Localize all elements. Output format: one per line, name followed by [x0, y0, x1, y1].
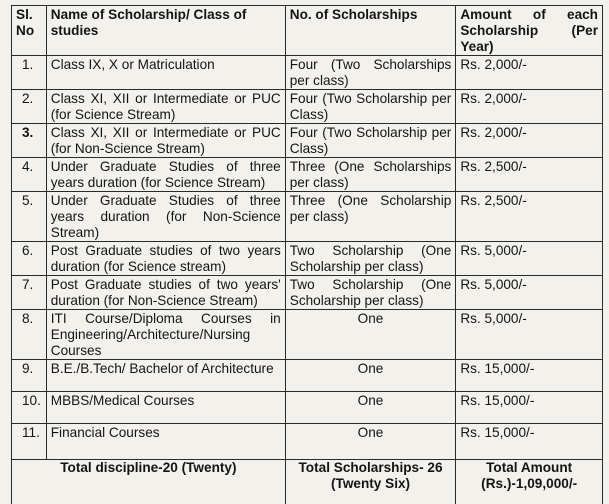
row-number: One: [285, 310, 456, 360]
row-number: Four (Two Scholarship per Class): [285, 124, 456, 158]
table-row: [12, 124, 603, 158]
table-row: [12, 158, 603, 192]
row-number: One: [285, 424, 456, 460]
row-sl: 4.: [12, 158, 47, 192]
table-row: [12, 424, 603, 460]
row-name: MBBS/Medical Courses: [46, 392, 285, 424]
header-name: Name of Scholarship/ Class of studies: [46, 6, 285, 56]
table-row: [12, 242, 603, 276]
row-name: Class XI, XII or Intermediate or PUC (for Non-Science Stream): [46, 124, 285, 158]
row-amount: Rs. 15,000/-: [456, 360, 603, 392]
row-number: One: [285, 360, 456, 392]
row-number: Four (Two Scholarship per Class): [285, 90, 456, 124]
totals-row: [12, 460, 603, 504]
total-scholarships: Total Scholarships- 26 (Twenty Six): [285, 460, 456, 504]
row-sl: 2.: [12, 90, 47, 124]
row-amount: Rs. 5,000/-: [456, 242, 603, 276]
row-name: Financial Courses: [46, 424, 285, 460]
row-amount: Rs. 2,500/-: [456, 158, 603, 192]
row-sl: 8.: [12, 310, 47, 360]
row-number: Two Scholarship (One Scholarship per class): [285, 276, 456, 310]
header-sl-no: Sl. No: [12, 6, 47, 56]
row-sl: 10.: [12, 392, 47, 424]
row-number: Two Scholarship (One Scholarship per class): [285, 242, 456, 276]
row-amount: Rs. 15,000/-: [456, 424, 603, 460]
table-row: [12, 276, 603, 310]
table-row: [12, 360, 603, 392]
row-amount: Rs. 5,000/-: [456, 276, 603, 310]
row-sl: 9.: [12, 360, 47, 392]
row-number: Three (One Scholarship per class): [285, 192, 456, 242]
row-name: Class IX, X or Matriculation: [46, 56, 285, 90]
row-amount: Rs. 15,000/-: [456, 392, 603, 424]
row-sl: 5.: [12, 192, 47, 242]
scholarship-table: [11, 5, 603, 504]
row-number: Three (One Scholarships per class): [285, 158, 456, 192]
row-sl: 3.: [12, 124, 47, 158]
row-amount: Rs. 2,000/-: [456, 56, 603, 90]
row-number: One: [285, 392, 456, 424]
table-row: [12, 192, 603, 242]
row-name: Post Graduate studies of two years' duration (for Non-Science Stream): [46, 276, 285, 310]
table-header-row: [12, 6, 603, 56]
row-sl: 7.: [12, 276, 47, 310]
table-row: [12, 310, 603, 360]
row-sl: 11.: [12, 424, 47, 460]
header-amount: Amount of each Scholarship (Per Year): [456, 6, 603, 56]
header-number: No. of Scholarships: [285, 6, 456, 56]
total-discipline: Total discipline-20 (Twenty): [12, 460, 286, 504]
row-name: Under Graduate Studies of three years duration (for Non-Science Stream): [46, 192, 285, 242]
row-name: ITI Course/Diploma Courses in Engineering/Architecture/Nursing Courses: [46, 310, 285, 360]
row-amount: Rs. 2,000/-: [456, 124, 603, 158]
row-number: Four (Two Scholarships per class): [285, 56, 456, 90]
row-sl: 1.: [12, 56, 47, 90]
row-amount: Rs. 2,000/-: [456, 90, 603, 124]
row-name: B.E./B.Tech/ Bachelor of Architecture: [46, 360, 285, 392]
row-name: Post Graduate studies of two years duration (for Science stream): [46, 242, 285, 276]
table-row: [12, 392, 603, 424]
row-amount: Rs. 5,000/-: [456, 310, 603, 360]
row-sl: 6.: [12, 242, 47, 276]
table-row: [12, 56, 603, 90]
row-name: Under Graduate Studies of three years duration (for Science Stream): [46, 158, 285, 192]
row-name: Class XI, XII or Intermediate or PUC (for Science Stream): [46, 90, 285, 124]
total-amount: Total Amount (Rs.)-1,09,000/-: [456, 460, 603, 504]
row-amount: Rs. 2,500/-: [456, 192, 603, 242]
table-row: [12, 90, 603, 124]
